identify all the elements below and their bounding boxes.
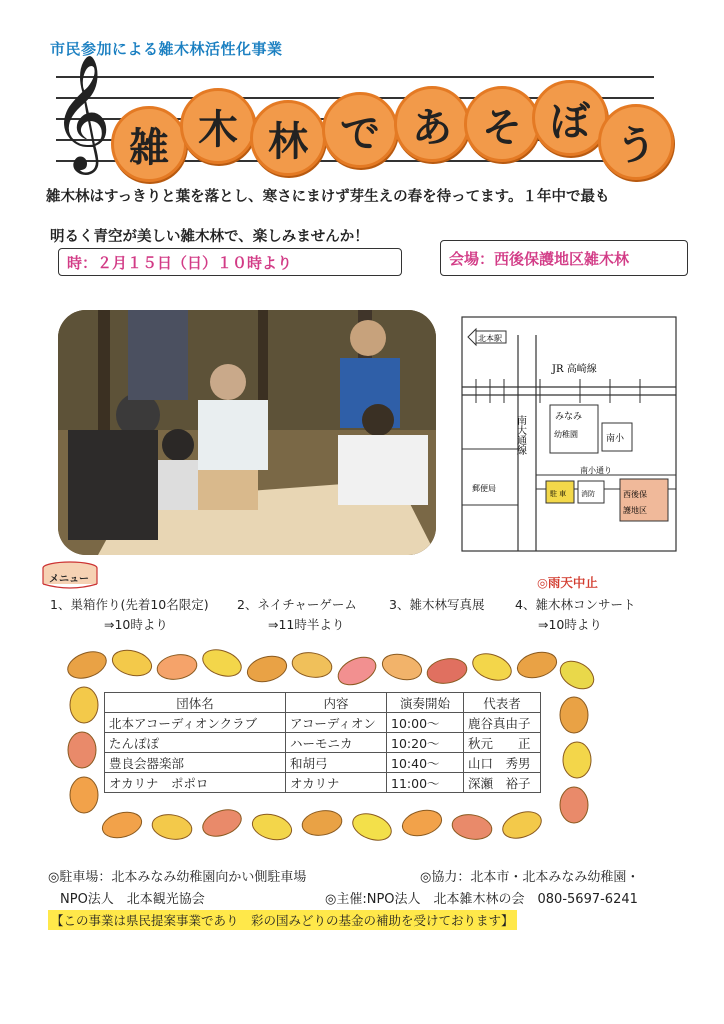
map-kindergarten-1: みなみ <box>555 412 583 422</box>
title-char: で <box>322 92 398 168</box>
access-map <box>460 315 678 553</box>
cooperation-info-2: NPO法人 北本観光協会 <box>60 892 205 907</box>
title-char: 林 <box>250 100 326 176</box>
column-header: 代表者 <box>464 693 541 713</box>
table-row <box>105 753 541 773</box>
table-cell: 10:00～ <box>387 713 464 733</box>
table-cell: 10:40～ <box>387 753 464 773</box>
event-time-text: 時：２月１５日（日）１０時より <box>67 253 293 272</box>
menu-item-4-time: ⇒10時より <box>538 617 602 632</box>
map-post-office: 郵便局 <box>472 484 496 493</box>
title-char: そ <box>464 86 540 162</box>
table-cell: 北本アコーディオンクラブ <box>105 713 286 733</box>
organizer-info: ◎主催:NPO法人 北本雑木林の会 080-5697-6241 <box>325 892 638 907</box>
intro-line-1: 雑木林はすっきりと葉を落とし、寒さにまけず芽生えの春を待ってます。１年中で最も <box>46 189 610 205</box>
menu-badge-text: メニュー <box>49 574 89 585</box>
column-header: 団体名 <box>105 693 286 713</box>
performance-schedule-table <box>104 692 541 793</box>
menu-badge <box>40 560 100 590</box>
intro-line-2: 明るく青空が美しい雑木林で、楽しみませんか！ <box>50 229 369 245</box>
menu-item-4: 4、雑木林コンサート <box>515 597 636 612</box>
title-char: ぼ <box>532 80 608 156</box>
table-row <box>105 713 541 733</box>
table-cell: たんぽぽ <box>105 733 286 753</box>
menu-item-1-time: ⇒10時より <box>104 617 168 632</box>
map-school: 南小 <box>606 434 625 444</box>
table-row <box>105 773 541 793</box>
table-cell: オカリナ <box>286 773 387 793</box>
table-cell: 鹿谷真由子 <box>464 713 541 733</box>
event-venue <box>440 240 688 276</box>
table-cell: 11:00～ <box>387 773 464 793</box>
title-char: 木 <box>180 88 256 164</box>
page-subtitle: 市民参加による雑木林活性化事業 <box>50 40 283 58</box>
title-char: 雑 <box>111 106 187 182</box>
cooperation-info: ◎協力：北本市・北本みなみ幼稚園・ <box>420 870 640 885</box>
table-cell: 山口 秀男 <box>464 753 541 773</box>
table-cell: 10:20～ <box>387 733 464 753</box>
menu-item-2-time: ⇒11時半より <box>268 617 345 632</box>
map-fire-station: 消防 <box>581 490 595 498</box>
treble-clef-icon: 𝄞 <box>52 53 112 170</box>
table-cell: 深瀬 裕子 <box>464 773 541 793</box>
map-site-2: 護地区 <box>623 506 647 515</box>
column-header: 演奏開始 <box>387 693 464 713</box>
funding-note: 【この事業は県民提案事業であり 彩の国みどりの基金の補助を受けております】 <box>48 910 517 930</box>
table-cell: 秋元 正 <box>464 733 541 753</box>
title-char: あ <box>394 86 470 162</box>
table-cell: ハーモニカ <box>286 733 387 753</box>
menu-item-2: 2、ネイチャーゲーム <box>237 597 357 612</box>
map-street: 南小通り <box>580 466 612 475</box>
table-cell: アコーディオン <box>286 713 387 733</box>
table-cell: オカリナ ポポロ <box>105 773 286 793</box>
table-header-row <box>105 693 541 713</box>
parking-info: ◎駐車場：北本みなみ幼稚園向かい側駐車場 <box>48 870 307 885</box>
title-char: う <box>598 104 674 180</box>
map-site-1: 西後保 <box>623 490 647 499</box>
event-photo <box>58 310 436 555</box>
event-time <box>58 248 402 276</box>
table-cell: 和胡弓 <box>286 753 387 773</box>
table-cell: 豊良会器楽部 <box>105 753 286 773</box>
map-highlight: 駐 車 <box>550 490 567 498</box>
table-row <box>105 733 541 753</box>
map-kindergarten-2: 幼稚園 <box>554 430 578 439</box>
menu-item-3: 3、雑木林写真展 <box>389 597 485 612</box>
map-avenue: 南大通線 <box>514 415 526 455</box>
column-header: 内容 <box>286 693 387 713</box>
menu-item-1: 1、巣箱作り(先着10名限定) <box>50 597 209 612</box>
map-station: 北本駅 <box>478 334 502 343</box>
rain-note: ◎雨天中止 <box>537 575 598 590</box>
map-railway: JR 高崎線 <box>552 364 597 375</box>
event-venue-text: 会場：西後保護地区雑木林 <box>449 249 630 268</box>
